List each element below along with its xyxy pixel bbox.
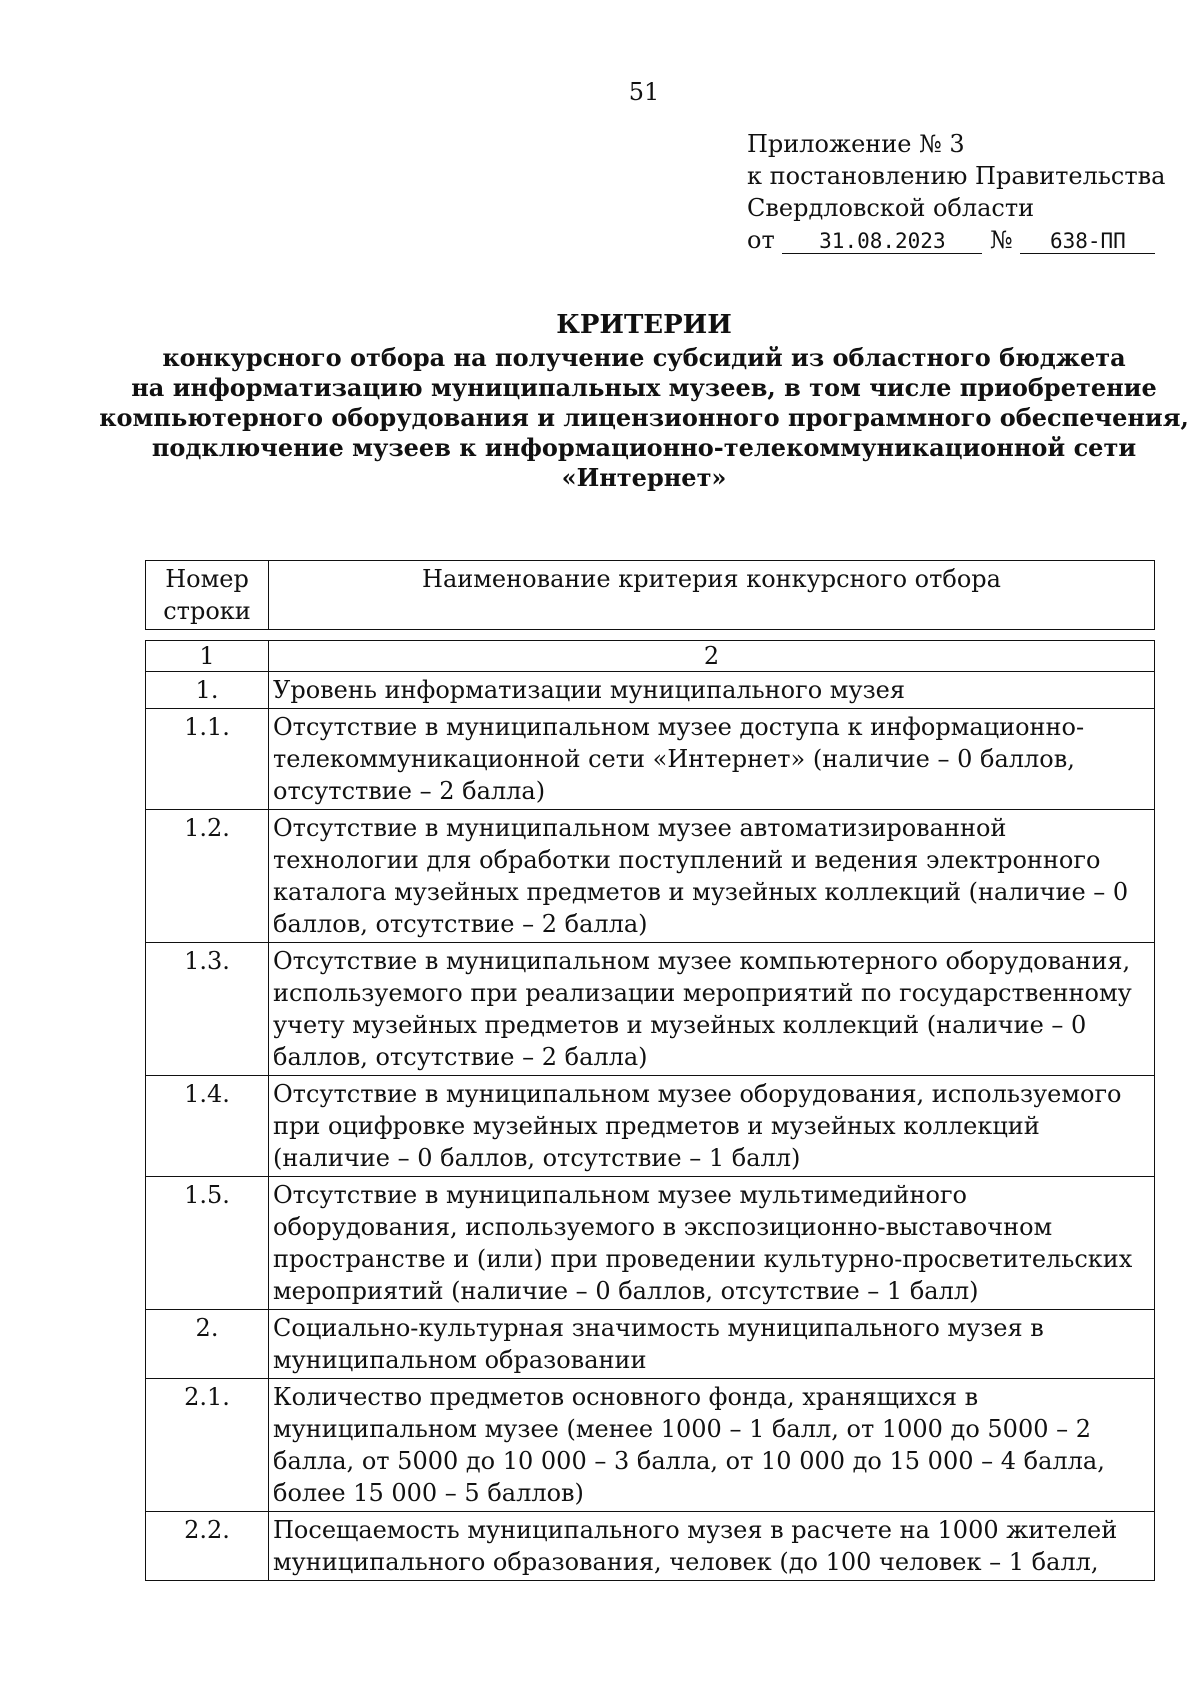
table-row [146, 1512, 1155, 1581]
appendix-line-3: Свердловской области [747, 194, 1035, 222]
row-number: 1. [146, 672, 269, 709]
table-row [146, 943, 1155, 1076]
row-number: 1.1. [146, 709, 269, 810]
table-row [146, 1076, 1155, 1177]
table-row [146, 709, 1155, 810]
criteria-table [145, 640, 1155, 1581]
appendix-line-2: к постановлению Правительства [747, 162, 1166, 190]
appendix-date-line [747, 224, 1165, 256]
table-row [146, 1310, 1155, 1379]
title-line-1: конкурсного отбора на получение субсидий из областного бюджета [162, 343, 1126, 372]
column-number-1: 1 [146, 641, 269, 672]
criteria-table-header [145, 560, 1155, 630]
from-label: от [747, 226, 775, 254]
header-row [146, 561, 1155, 630]
number-label: № [990, 226, 1013, 254]
column-number-2: 2 [269, 641, 1155, 672]
appendix-block [747, 128, 1165, 256]
row-number: 1.5. [146, 1177, 269, 1310]
row-number: 2. [146, 1310, 269, 1379]
criterion-text: Социально-культурная значимость муниципального музея в муниципальном образовании [269, 1310, 1155, 1379]
criterion-text: Количество предметов основного фонда, хранящихся в муниципальном музее (менее 1000 – 1 балл, от 1000 до 5000 – 2 балла, от 5000 до 10 000 – 3 балла, от 10 000 до 15 000 – 4 балла, более 15 000 – 5 баллов) [269, 1379, 1155, 1512]
criterion-text: Отсутствие в муниципальном музее мультимедийного оборудования, используемого в экспозиционно-выставочном пространстве и (или) при проведении культурно-просветительских мероприятий (наличие – 0 баллов, отсутствие – 1 балл) [269, 1177, 1155, 1310]
criterion-text: Отсутствие в муниципальном музее компьютерного оборудования, используемого при реализации мероприятий по государственному учету музейных предметов и музейных коллекций (наличие – 0 баллов, отсутствие – 2 балла) [269, 943, 1155, 1076]
table-row [146, 672, 1155, 709]
criterion-text: Отсутствие в муниципальном музее автоматизированной технологии для обработки поступлений и ведения электронного каталога музейных предметов и музейных коллекций (наличие – 0 баллов, отсутствие – 2 балла) [269, 810, 1155, 943]
table-row [146, 1379, 1155, 1512]
title-line-3: компьютерного оборудования и лицензионного программного обеспечения, [99, 403, 1189, 432]
column-number-row [146, 641, 1155, 672]
resolution-date: 31.08.2023 [782, 229, 982, 254]
criterion-text: Посещаемость муниципального музея в расчете на 1000 жителей муниципального образования, человек (до 100 человек – 1 балл, [269, 1512, 1155, 1581]
row-number: 1.2. [146, 810, 269, 943]
title-main: КРИТЕРИИ [556, 310, 732, 340]
table-row [146, 810, 1155, 943]
criterion-text: Уровень информатизации муниципального музея [269, 672, 1155, 709]
header-criterion-cell: Наименование критерия конкурсного отбора [269, 561, 1155, 630]
appendix-line-1: Приложение № 3 [747, 130, 965, 158]
header-number-line-1: Номер [165, 565, 249, 593]
page-number: 51 [628, 78, 660, 106]
row-number: 1.3. [146, 943, 269, 1076]
document-title [0, 310, 1200, 493]
table-row [146, 1177, 1155, 1310]
header-number-cell [146, 561, 269, 630]
row-number: 2.2. [146, 1512, 269, 1581]
row-number: 2.1. [146, 1379, 269, 1512]
title-line-5: «Интернет» [561, 463, 727, 492]
criterion-text: Отсутствие в муниципальном музее доступа к информационно-телекоммуникационной сети «Интернет» (наличие – 0 баллов, отсутствие – 2 балла) [269, 709, 1155, 810]
resolution-number: 638-ПП [1020, 229, 1155, 254]
title-line-2: на информатизацию муниципальных музеев, в том числе приобретение [131, 373, 1157, 402]
header-number-line-2: строки [163, 597, 251, 625]
row-number: 1.4. [146, 1076, 269, 1177]
title-line-4: подключение музеев к информационно-телекоммуникационной сети [151, 433, 1137, 462]
criterion-text: Отсутствие в муниципальном музее оборудования, используемого при оцифровке музейных предметов и музейных коллекций (наличие – 0 баллов, отсутствие – 1 балл) [269, 1076, 1155, 1177]
